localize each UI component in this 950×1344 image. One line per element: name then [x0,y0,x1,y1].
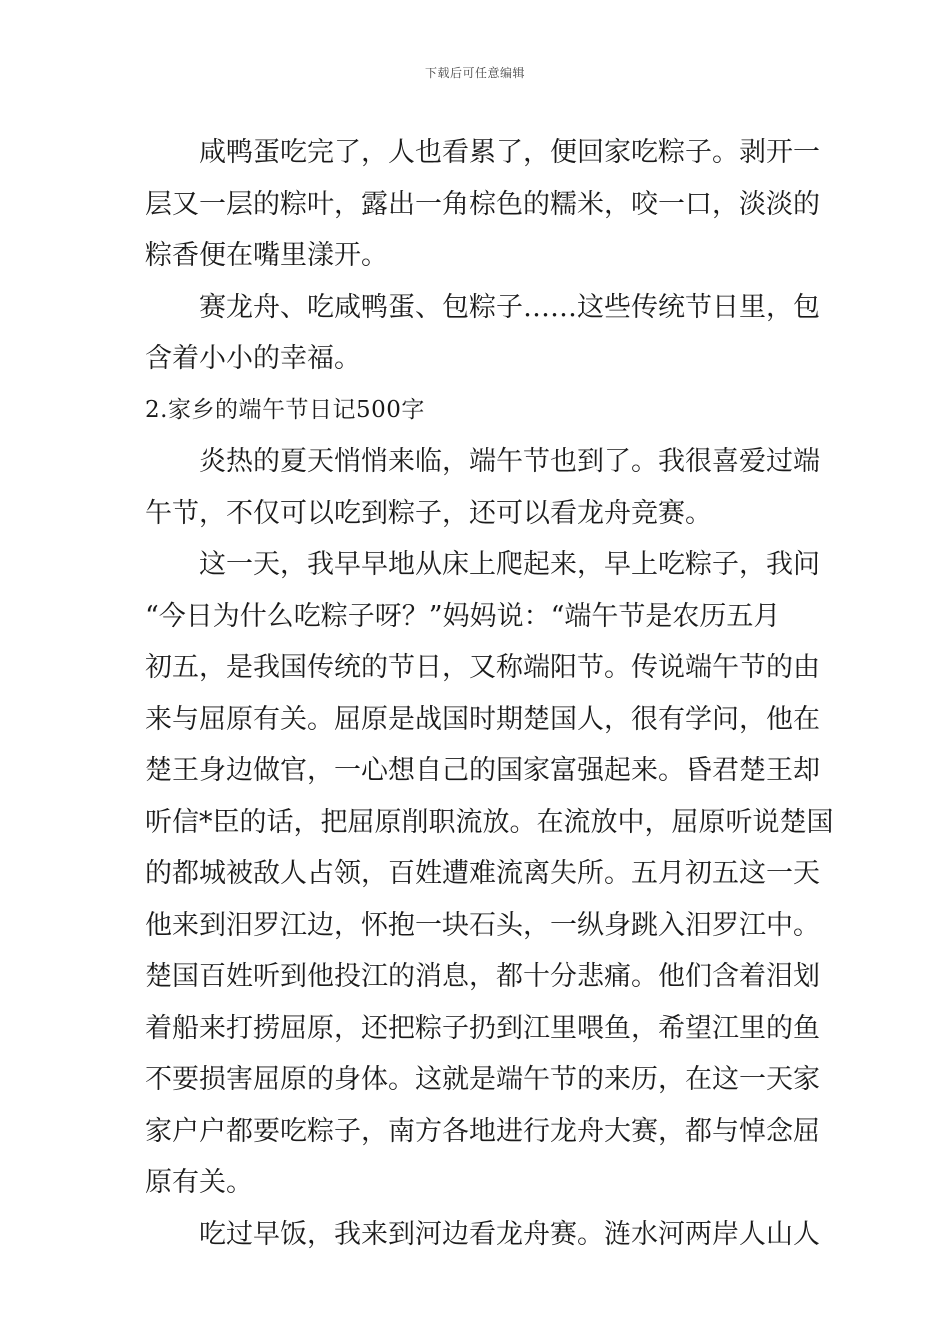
text-line: 着船来打捞屈原，还把粽子扔到江里喂鱼，希望江里的鱼 [145,1012,820,1044]
text-line: 楚国百姓听到他投江的消息，都十分悲痛。他们含着泪划 [145,961,820,992]
text-line: 家户户都要吃粽子，南方各地进行龙舟大赛，都与悼念屈 [145,1115,820,1147]
text-line: 听信*臣的话，把屈原削职流放。在流放中，屈原听说楚国 [145,806,834,838]
text-line: 吃过早饭，我来到河边看龙舟赛。涟水河两岸人山人 [199,1218,820,1250]
text-line: 层又一层的粽叶，露出一角棕色的糯米，咬一口，淡淡的 [145,188,820,220]
text-line: “今日为什么吃粽子呀？”妈妈说：“端午节是农历五月 [145,600,781,632]
page-header: 下载后可任意编辑 [424,66,525,80]
text-line: 粽香便在嘴里漾开。 [145,240,388,271]
text-line: 含着小小的幸福。 [145,343,361,374]
text-line: 的都城被敌人占领，百姓遭难流离失所。五月初五这一天 [145,858,820,889]
text-line: 咸鸭蛋吃完了，人也看累了，便回家吃粽子。剥开一 [199,137,820,168]
text-line: 初五，是我国传统的节日，又称端阳节。传说端午节的由 [145,652,820,683]
text-line: 赛龙舟、吃咸鸭蛋、包粽子……这些传统节日里，包 [199,291,820,323]
section-heading: 2.家乡的端午节日记500字 [145,396,425,423]
document-body [145,127,834,1260]
text-line: 午节，不仅可以吃到粽子，还可以看龙舟竞赛。 [145,497,712,529]
text-line: 这一天，我早早地从床上爬起来，早上吃粽子，我问 [199,549,820,580]
text-line: 他来到汨罗江边，怀抱一块石头，一纵身跳入汨罗江中。 [145,909,820,941]
text-line: 不要损害屈原的身体。这就是端午节的来历，在这一天家 [145,1064,820,1095]
text-line: 原有关。 [145,1167,253,1198]
text-line: 楚王身边做官，一心想自己的国家富强起来。昏君楚王却 [145,755,820,786]
text-line: 来与屈原有关。屈原是战国时期楚国人，很有学问，他在 [145,703,820,735]
text-line: 炎热的夏天悄悄来临，端午节也到了。我很喜爱过端 [199,446,820,477]
